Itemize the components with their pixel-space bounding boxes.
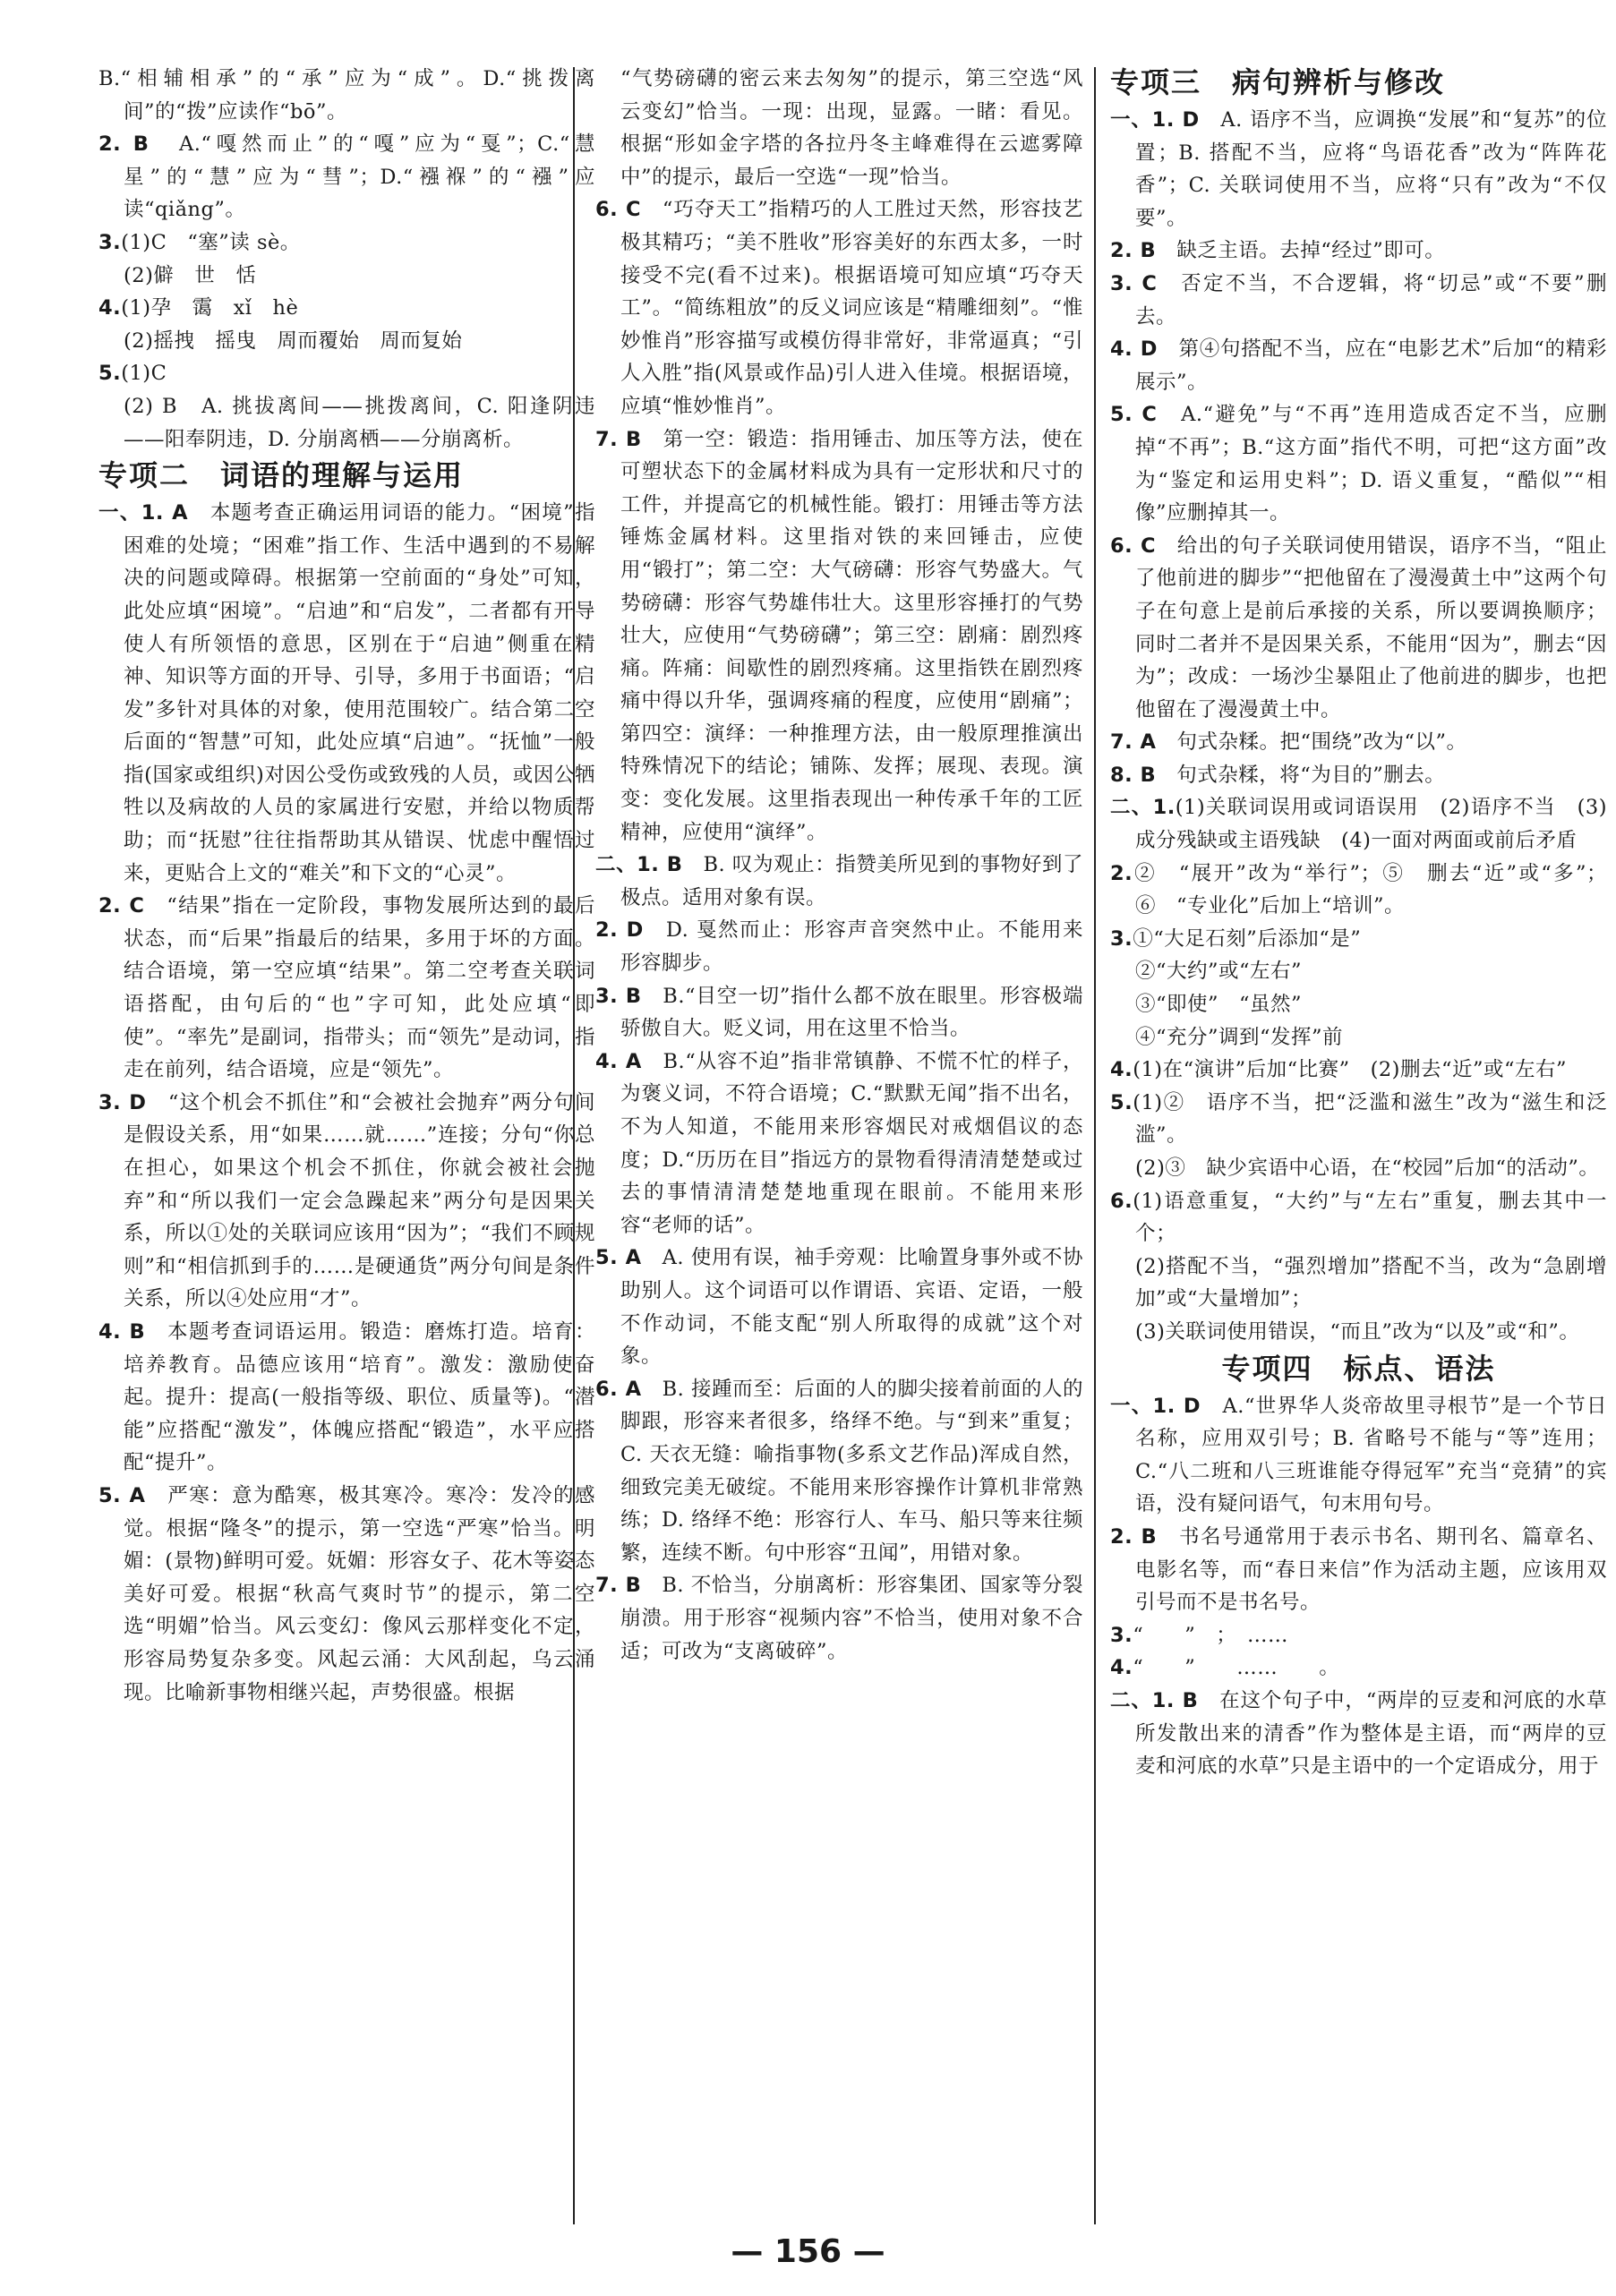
- answer-text: 句式杂糅，将“为目的”删去。: [1156, 763, 1446, 787]
- answer-text: “这个机会不抓住”和“会被社会抛弃”两分句间是假设关系，用“如果……就……”连接；分句“你总在担心，如果这个机会不抓住，你就会被社会抛弃”和“所以我们一定会急躁起来”两分句是因果关系，所以①处的关联词应该用“因为”；“我们不顾规则”和“相信抓到手的……是硬通货”两分句间是条件关系，所以④处应用“才”。: [124, 1090, 595, 1311]
- answer-key: 7. A: [1110, 730, 1157, 755]
- answer-item: [595, 1373, 1083, 1570]
- answer-key: 6.: [1110, 1189, 1133, 1213]
- answer-text: “ ” …… 。: [1133, 1656, 1340, 1680]
- answer-text: 第④句搭配不当，应在“电影艺术”后加“的精彩展示”。: [1135, 337, 1607, 394]
- answer-item: [98, 890, 595, 1087]
- answer-text: (2)摇拽 摇曳 周而覆始 周而复始: [124, 329, 463, 353]
- answer-text: “巧夺天工”指精巧的人工胜过天然，形容技艺极其精巧；“美不胜收”形容美好的东西太多，一时接受不完(看不过来)。根据语境可知应填“巧夺天工”。“简练粗放”的反义词应该是“精雕细刻”。“惟妙惟肖”形容描写或模仿得非常好，非常逼真；“引人入胜”指(风景或作品)引人进入佳境。根据语境，应填“惟妙惟肖”。: [620, 198, 1083, 418]
- answer-text: 给出的句子关联词使用错误，语序不当，“阻止了他前进的脚步”“把他留在了漫漫黄土中”这两个句子在句意上是前后承接的关系，所以要调换顺序；同时二者并不是因果关系，不能用“因为”，删去“因为”；改成：一场沙尘暴阻止了他前进的脚步，也把他留在了漫漫黄土中。: [1135, 533, 1607, 721]
- answer-text: A. 语序不当，应调换“发展”和“复苏”的位置；B. 搭配不当，应将“鸟语花香”改为“阵阵花香”；C. 关联词使用不当，应将“只有”改为“不仅要”。: [1135, 108, 1607, 230]
- answer-item: [595, 63, 1083, 193]
- answer-item: [1110, 1521, 1607, 1619]
- answer-item: [1110, 1619, 1607, 1652]
- answer-text: 本题考查正确运用词语的能力。“困境”指困难的处境；“困难”指工作、生活中遇到的不易解决的问题或障碍。根据第一空前面的“身处”可知，此处应填“困境”。“启迪”和“启发”，二者都有开导使人有所领悟的意思，区别在于“启迪”侧重在精神、知识等方面的开导、引导，多用于书面语；“启发”多针对具体的对象，使用范围较广。结合第二空后面的“智慧”可知，此处应填“启迪”。“抚恤”一般指(国家或组织)对因公受伤或致残的人员，或因公牺牲以及病故的人员的家属进行安慰，并给以物质帮助；而“抚慰”往往指帮助其从错误、忧虑中醒悟过来，更贴合上文的“难关”和下文的“心灵”。: [124, 501, 595, 885]
- answer-item: [1110, 398, 1607, 529]
- answer-item: [98, 292, 595, 325]
- answer-text: (1)② 语序不当，把“泛滥和滋生”改为“滋生和泛滥”。: [1133, 1090, 1607, 1148]
- answer-key: 3. C: [1110, 271, 1158, 295]
- answer-text: A. 使用有误，袖手旁观：比喻置身事外或不协助别人。这个词语可以作谓语、宾语、定语，一般不作动词，不能支配“别人所取得的成就”这个对象。: [620, 1246, 1083, 1369]
- answer-key: 4. B: [98, 1319, 146, 1344]
- answer-item: [1110, 726, 1607, 759]
- answer-text: 缺乏主语。去掉“经过”即可。: [1156, 239, 1446, 263]
- answer-key: 4. A: [595, 1049, 642, 1073]
- answer-text: “结果”指在一定阶段，事物发展所达到的最后状态，而“后果”指最后的结果，多用于坏的方面。结合语境，第一空应填“结果”。第二空考查关联词语搭配，由句后的“也”字可知，此处应填“即使”。“率先”是副词，指带头；而“领先”是动词，指走在前列，结合语境，应是“领先”。: [124, 894, 595, 1082]
- answer-text: A.“避免”与“不再”连用造成否定不当，应删掉“不再”；B.“这方面”指代不明，可把“这方面”改为“鉴定和运用史料”；D. 语义重复，“酷似”“相像”应删掉其一。: [1135, 403, 1607, 525]
- answer-text: B. 不恰当，分崩离析：形容集团、国家等分裂崩溃。用于形容“视频内容”不恰当，使用对象不合适；可改为“支离破碎”。: [620, 1574, 1083, 1663]
- answer-item: [595, 1242, 1083, 1372]
- answer-key: 2. C: [98, 894, 145, 918]
- answer-item: [98, 357, 595, 390]
- answer-item: [98, 1480, 595, 1709]
- answer-text: ③“即使” “虽然”: [1135, 993, 1303, 1017]
- answer-key: 3.: [1110, 926, 1133, 951]
- answer-text: (3)关联词使用错误，“而且”改为“以及”或“和”。: [1135, 1319, 1580, 1344]
- answer-key: 5.: [1110, 1090, 1133, 1114]
- answer-item: [1110, 104, 1607, 235]
- answer-item: [1110, 333, 1607, 398]
- answer-text: D. 戛然而止：形容声音突然中止。不能用来形容脚步。: [620, 918, 1083, 976]
- answer-text: ④“充分”调到“发挥”前: [1135, 1025, 1344, 1049]
- answer-text: 句式杂糅。把“围绕”改为“以”。: [1156, 730, 1467, 755]
- answer-key: 2.: [1110, 861, 1133, 885]
- answer-text: 在这个句子中，“两岸的豆麦和河底的水草所发散出来的清香”作为整体是主语，而“两岸的豆麦和河底的水草”只是主语中的一个定语成分，用于: [1135, 1688, 1607, 1779]
- answer-text: B.“从容不迫”指非常镇静、不慌不忙的样子，为褒义词，不符合语境；C.“默默无闻”指不出名，不为人知道，不能用来形容烟民对戒烟倡议的态度；D.“历历在目”指远方的景物看得清清楚楚或过去的事情清清楚楚地重现在眼前。不能用来形容“老师的话”。: [620, 1049, 1083, 1237]
- answer-item: [595, 849, 1083, 914]
- answer-key: 一、1. A: [98, 501, 188, 525]
- answer-key: 一、1. D: [1110, 108, 1200, 132]
- answer-text: (2)僻 世 恬: [124, 263, 257, 287]
- answer-text: “气势磅礴的密云来去匆匆”的提示，第三空选“风云变幻”恰当。一现：出现，显露。一睹：看见。根据“形如金字塔的各拉丹冬主峰难得在云遮雾障中”的提示，最后一空选“一现”恰当。: [620, 67, 1083, 189]
- answer-key: 4.: [98, 296, 122, 320]
- answer-text: (2)搭配不当，“强烈增加”搭配不当，改为“急剧增加”或“大量增加”；: [1135, 1254, 1607, 1311]
- answer-item: [1110, 1250, 1607, 1316]
- answer-item: [595, 1569, 1083, 1668]
- answer-text: B. 叹为观止：指赞美所见到的事物好到了极点。适用对象有误。: [620, 853, 1083, 909]
- page-number: — 156 —: [731, 2233, 885, 2270]
- answer-column-1: [98, 63, 595, 2202]
- answer-key: 3.: [98, 230, 122, 254]
- answer-item: [98, 63, 595, 128]
- answer-item: [1110, 759, 1607, 792]
- answer-text: (2) B A. 挑拔离间——挑拨离间，C. 阳逢阴违——阳奉阴违，D. 分崩离栖——分崩离析。: [124, 394, 595, 451]
- answer-item: [595, 423, 1083, 849]
- answer-item: [1110, 923, 1607, 956]
- answer-text: ①“大足石刻”后添加“是”: [1133, 926, 1362, 951]
- answer-key: 6. A: [595, 1377, 642, 1401]
- answer-text: (2)③ 缺少宾语中心语，在“校园”后加“的活动”。: [1135, 1157, 1600, 1180]
- answer-item: [595, 980, 1083, 1046]
- answer-item: [1110, 268, 1607, 333]
- answer-text: B. 接踵而至：后面的人的脚尖接着前面的人的脚跟，形容来者很多，络绎不绝。与“到来”重复；C. 天衣无缝：喻指事物(多系文艺作品)浑成自然，细致完美无破绽。不能用来形容操作计算机非常熟练；D. 络绎不绝：形容行人、车马、船只等来往频繁，连续不断。句中形容“丑闻”，用错对象。: [620, 1377, 1083, 1565]
- answer-column-3: [1110, 63, 1607, 2202]
- answer-key: 5. A: [595, 1246, 642, 1270]
- answer-key: 5.: [98, 362, 122, 386]
- answer-key: 8. B: [1110, 763, 1157, 787]
- answer-text: B.“相辅相承”的“承”应为“成”。D.“挑拨离间”的“拨”应读作“bō”。: [98, 67, 595, 124]
- answer-item: [98, 1316, 595, 1480]
- answer-item: [1110, 1152, 1607, 1185]
- answer-key: 5. A: [98, 1483, 146, 1507]
- answer-key: 3.: [1110, 1623, 1133, 1647]
- answer-key: 一、1. D: [1110, 1394, 1201, 1418]
- answer-item: [98, 325, 595, 358]
- answer-item: [98, 226, 595, 260]
- answer-key: 二、1. B: [595, 853, 683, 877]
- answer-item: [1110, 235, 1607, 268]
- answer-item: [595, 914, 1083, 979]
- answer-item: [1110, 791, 1607, 857]
- answer-item: [98, 128, 595, 226]
- answer-text: ② “展开”改为“举行”；⑤ 删去“近”或“多”；⑥ “专业化”后加上“培训”。: [1133, 861, 1607, 918]
- answer-item: [1110, 1185, 1607, 1250]
- answer-text: (1)孕 霭 xǐ hè: [121, 296, 299, 320]
- column-divider: [1094, 67, 1096, 2224]
- answer-key: 3. D: [98, 1090, 147, 1114]
- answer-key: 二、1.: [1110, 796, 1176, 820]
- section-heading: 专项三 病句辨析与修改: [1110, 65, 1446, 99]
- answer-key: 3. B: [595, 984, 642, 1008]
- section-heading: 专项四 标点、语法: [1221, 1351, 1496, 1386]
- answer-key: 2. B: [1110, 239, 1157, 263]
- answer-text: ②“大约”或“左右”: [1135, 960, 1303, 984]
- answer-text: A.“世界华人炎帝故里寻根节”是一个节日名称，应用双引号；B. 省略号不能与“等”连用；C.“八二班和八三班谁能夺得冠军”充当“竞猜”的宾语，没有疑问语气，句末用句号。: [1135, 1394, 1607, 1516]
- answer-text: 书名号通常用于表示书名、期刊名、篇章名、电影名等，而“春日来信”作为活动主题，应该用双引号而不是书名号。: [1135, 1524, 1607, 1615]
- answer-column-2: [595, 63, 1083, 2202]
- answer-item: [1110, 1390, 1607, 1521]
- answer-item: [1110, 1087, 1607, 1152]
- answer-item: [1110, 1054, 1607, 1087]
- answer-key: 7. B: [595, 427, 642, 451]
- section-heading: 专项二 词语的理解与运用: [98, 458, 465, 493]
- answer-text: A.“嘎然而止”的“嘎”应为“戛”；C.“慧星”的“慧”应为“彗”；D.“襁褓”的“襁”应读“qiǎng”。: [124, 132, 595, 222]
- answer-text: 第一空：锻造：指用锤击、加压等方法，使在可塑状态下的金属材料成为具有一定形状和尺寸的工件，并提高它的机械性能。锻打：用锤击等方法锤炼金属材料。这里指对铁的来回锤击，应使用“锻打”；第二空：大气磅礴：形容气势盛大。气势磅礴：形容气势雄伟壮大。这里形容捶打的气势壮大，应使用“气势磅礴”；第三空：剧痛：剧烈疼痛。阵痛：间歇性的剧烈疼痛。这里指铁在剧烈疼痛中得以升华，强调疼痛的程度，应使用“剧痛”；第四空：演绎：一种推理方法，由一般原理推演出特殊情况下的结论；铺陈、发挥；展现、表现。演变：变化发展。这里指表现出一种传承千年的工匠精神，应使用“演绎”。: [620, 427, 1083, 844]
- answer-text: (1)C: [121, 362, 167, 386]
- answer-text: 严寒：意为酷寒，极其寒冷。寒冷：发冷的感觉。根据“隆冬”的提示，第一空选“严寒”恰当。明媚：(景物)鲜明可爱。妩媚：形容女子、花木等姿态美好可爱。根据“秋高气爽时节”的提示，第二空选“明媚”恰当。风云变幻：像风云那样变化不定，形容局势复杂多变。风起云涌：大风刮起，乌云涌现。比喻新事物相继兴起，声势很盛。根据: [124, 1483, 595, 1704]
- answer-key: 4.: [1110, 1058, 1133, 1082]
- answer-text: (1)C “塞”读 sè。: [121, 230, 301, 254]
- answer-key: 6. C: [595, 198, 642, 222]
- answer-item: [98, 497, 595, 890]
- answer-text: (1)语意重复，“大约”与“左右”重复，删去其中一个；: [1133, 1189, 1607, 1246]
- answer-key: 4.: [1110, 1656, 1133, 1680]
- answer-key: 5. C: [1110, 403, 1158, 427]
- answer-item: [1110, 955, 1607, 988]
- answer-text: 否定不当，不合逻辑，将“切忌”或“不要”删去。: [1135, 271, 1607, 329]
- answer-key: 4. D: [1110, 337, 1158, 362]
- answer-key: 二、1. B: [1110, 1688, 1199, 1712]
- answer-key: 2. D: [595, 918, 644, 943]
- answer-key: 7. B: [595, 1574, 642, 1598]
- answer-item: [98, 1087, 595, 1316]
- answer-item: [1110, 1021, 1607, 1054]
- column-divider: [573, 67, 575, 2224]
- answer-item: [1110, 1316, 1607, 1349]
- answer-item: [1110, 988, 1607, 1021]
- answer-text: “ ” ； ……: [1133, 1623, 1288, 1647]
- answer-text: B.“目空一切”指什么都不放在眼里。形容极端骄傲自大。贬义词，用在这里不恰当。: [620, 984, 1083, 1041]
- answer-item: [98, 260, 595, 293]
- answer-text: (1)在“演讲”后加“比赛” (2)删去“近”或“左右”: [1133, 1058, 1567, 1082]
- answer-item: [1110, 530, 1607, 727]
- answer-item: [1110, 858, 1607, 923]
- answer-item: [1110, 1652, 1607, 1685]
- answer-key: 2. B: [98, 132, 150, 157]
- answer-text: 本题考查词语运用。锻造：磨炼打造。培育：培养教育。品德应该用“培育”。激发：激励使奋起。提升：提高(一般指等级、职位、质量等)。“潜能”应搭配“激发”，体魄应搭配“锻造”，水平应搭配“提升”。: [124, 1319, 595, 1475]
- answer-key: 6. C: [1110, 533, 1156, 558]
- answer-item: [1110, 1685, 1607, 1783]
- answer-key: 2. B: [1110, 1524, 1158, 1549]
- answer-item: [98, 390, 595, 456]
- answer-text: (1)关联词误用或词语误用 (2)语序不当 (3)成分残缺或主语残缺 (4)一面对两面或前后矛盾: [1135, 796, 1607, 853]
- answer-item: [595, 193, 1083, 422]
- answer-item: [595, 1046, 1083, 1242]
